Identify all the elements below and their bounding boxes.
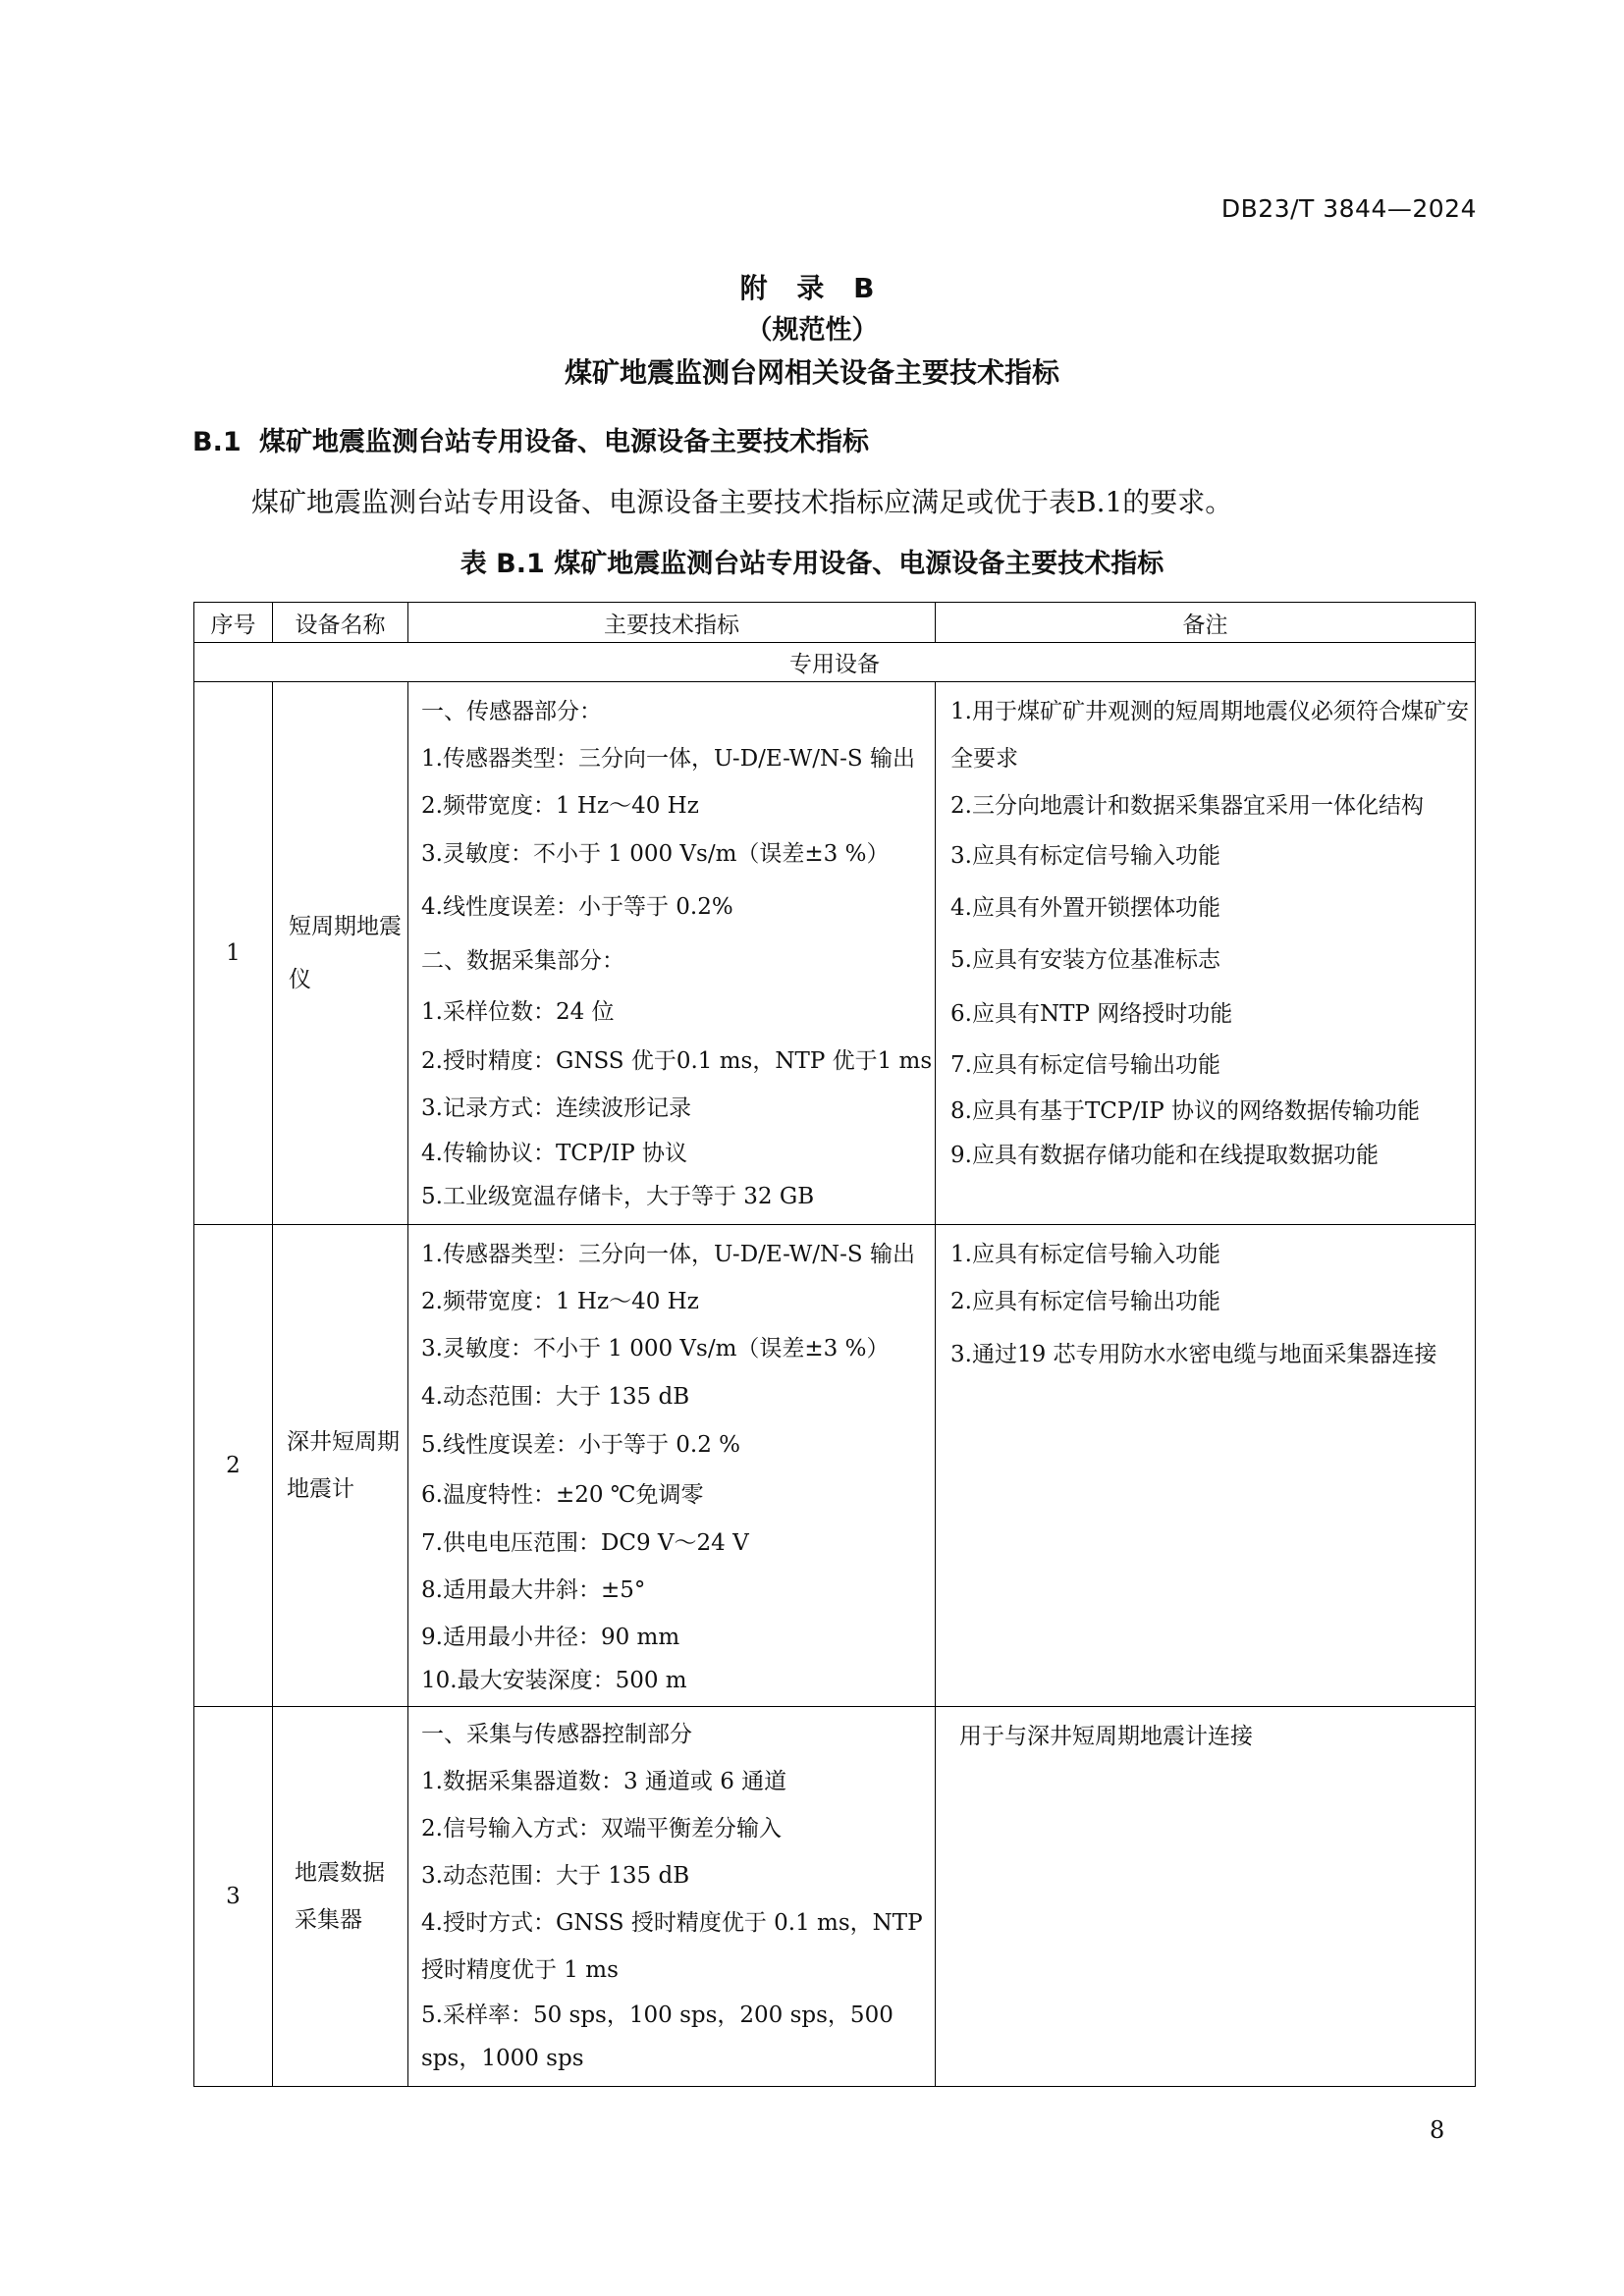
spec-line: 2.信号输入方式：双端平衡差分输入 (421, 1816, 782, 1842)
spec-line: 7.供电电压范围：DC9 V～24 V (421, 1530, 749, 1556)
table-row (194, 682, 1476, 1225)
header-cell-specs: 主要技术指标 (408, 603, 936, 643)
spec-line: 10.最大安装深度：500 m (421, 1668, 687, 1693)
remark-line: 9.应具有数据存储功能和在线提取数据功能 (950, 1143, 1379, 1168)
spec-line: 5.线性度误差：小于等于 0.2 % (421, 1432, 740, 1458)
table-group-row (194, 643, 1476, 682)
spec-line: 2.授时精度：GNSS 优于0.1 ms，NTP 优于1 ms (421, 1048, 933, 1074)
document-code: DB23/T 3844—2024 (1220, 194, 1477, 223)
table-header-row (194, 603, 1476, 643)
table-caption: 表 B.1 煤矿地震监测台站专用设备、电源设备主要技术指标 (460, 549, 1164, 579)
spec-line: 4.授时方式：GNSS 授时精度优于 0.1 ms，NTP 授时精度优于 1 ms (421, 1910, 923, 1983)
spec-list (408, 682, 936, 1225)
spec-line: 9.适用最小井径：90 mm (421, 1625, 680, 1650)
spec-line: 3.记录方式：连续波形记录 (421, 1095, 691, 1121)
appendix-nature: （规范性） (745, 315, 879, 346)
remark-line: 6.应具有NTP 网络授时功能 (950, 1001, 1233, 1027)
header-cell-name: 设备名称 (273, 603, 408, 643)
equipment-name: 深井短周期地震计 (273, 1225, 408, 1707)
spec-line: 1.传感器类型：三分向一体，U-D/E-W/N-S 输出 (421, 1242, 915, 1267)
remark-line: 用于与深井短周期地震计连接 (959, 1724, 1253, 1749)
spec-line: 3.灵敏度：不小于 1 000 Vs/m（误差±3 %） (421, 1336, 890, 1362)
remark-line: 3.应具有标定信号输入功能 (950, 843, 1220, 869)
spec-line: 1.采样位数：24 位 (421, 999, 615, 1025)
row-number: 1 (194, 682, 273, 1225)
spec-list (408, 1707, 936, 2087)
spec-line: 2.频带宽度：1 Hz～40 Hz (421, 793, 699, 819)
spec-list (408, 1225, 936, 1707)
remark-line: 1.用于煤矿矿井观测的短周期地震仪必须符合煤矿安全要求 (950, 699, 1469, 772)
equipment-name: 短周期地震仪 (273, 682, 408, 1225)
spec-line: 3.灵敏度：不小于 1 000 Vs/m（误差±3 %） (421, 841, 890, 867)
row-number: 2 (194, 1225, 273, 1707)
remark-line: 4.应具有外置开锁摆体功能 (950, 895, 1220, 921)
section-title: 煤矿地震监测台站专用设备、电源设备主要技术指标 (259, 427, 869, 457)
spec-line: 1.传感器类型：三分向一体，U-D/E-W/N-S 输出 (421, 746, 915, 772)
remark-line: 2.三分向地震计和数据采集器宜采用一体化结构 (950, 793, 1424, 819)
intro-paragraph: 煤矿地震监测台站专用设备、电源设备主要技术指标应满足或优于表B.1的要求。 (251, 486, 1233, 518)
header-cell-remarks: 备注 (936, 603, 1476, 643)
equipment-name: 地震数据采集器 (273, 1707, 408, 2087)
header-cell-no: 序号 (194, 603, 273, 643)
spec-line: 6.温度特性：±20 ℃免调零 (421, 1482, 704, 1508)
remark-line: 5.应具有安装方位基准标志 (950, 947, 1220, 973)
spec-line: 4.线性度误差：小于等于 0.2% (421, 894, 733, 920)
spec-table (193, 602, 1476, 2087)
spec-line: 一、采集与传感器控制部分 (421, 1722, 692, 1747)
remarks-list (936, 1225, 1476, 1707)
remark-line: 7.应具有标定信号输出功能 (950, 1052, 1220, 1078)
table-row (194, 1225, 1476, 1707)
spec-line: 4.传输协议：TCP/IP 协议 (421, 1141, 687, 1166)
appendix-title: 附 录 B (739, 272, 885, 304)
appendix-heading: 煤矿地震监测台网相关设备主要技术指标 (564, 356, 1059, 389)
section-number: B.1 (192, 427, 242, 457)
spec-line: 3.动态范围：大于 135 dB (421, 1863, 690, 1889)
remarks-list (936, 1707, 1476, 2087)
table-row (194, 1707, 1476, 2087)
spec-line: 4.动态范围：大于 135 dB (421, 1384, 690, 1410)
row-number: 3 (194, 1707, 273, 2087)
remark-line: 8.应具有基于TCP/IP 协议的网络数据传输功能 (950, 1098, 1420, 1124)
remarks-list (936, 682, 1476, 1225)
remark-line: 2.应具有标定信号输出功能 (950, 1289, 1220, 1314)
spec-line: 一、传感器部分： (421, 699, 602, 724)
remark-line: 1.应具有标定信号输入功能 (950, 1242, 1220, 1267)
spec-line: 5.采样率：50 sps，100 sps，200 sps，500 sps，1000 sps (421, 2002, 893, 2071)
section-heading (192, 420, 869, 458)
group-label: 专用设备 (194, 643, 1476, 682)
spec-line: 二、数据采集部分： (421, 948, 624, 974)
remark-line: 3.通过19 芯专用防水水密电缆与地面采集器连接 (950, 1342, 1437, 1367)
spec-line: 1.数据采集器道数：3 通道或 6 通道 (421, 1769, 787, 1794)
spec-line: 8.适用最大井斜：±5° (421, 1577, 646, 1603)
spec-line: 5.工业级宽温存储卡，大于等于 32 GB (421, 1184, 815, 1209)
spec-line: 2.频带宽度：1 Hz～40 Hz (421, 1289, 699, 1314)
page-number: 8 (1430, 2116, 1445, 2144)
